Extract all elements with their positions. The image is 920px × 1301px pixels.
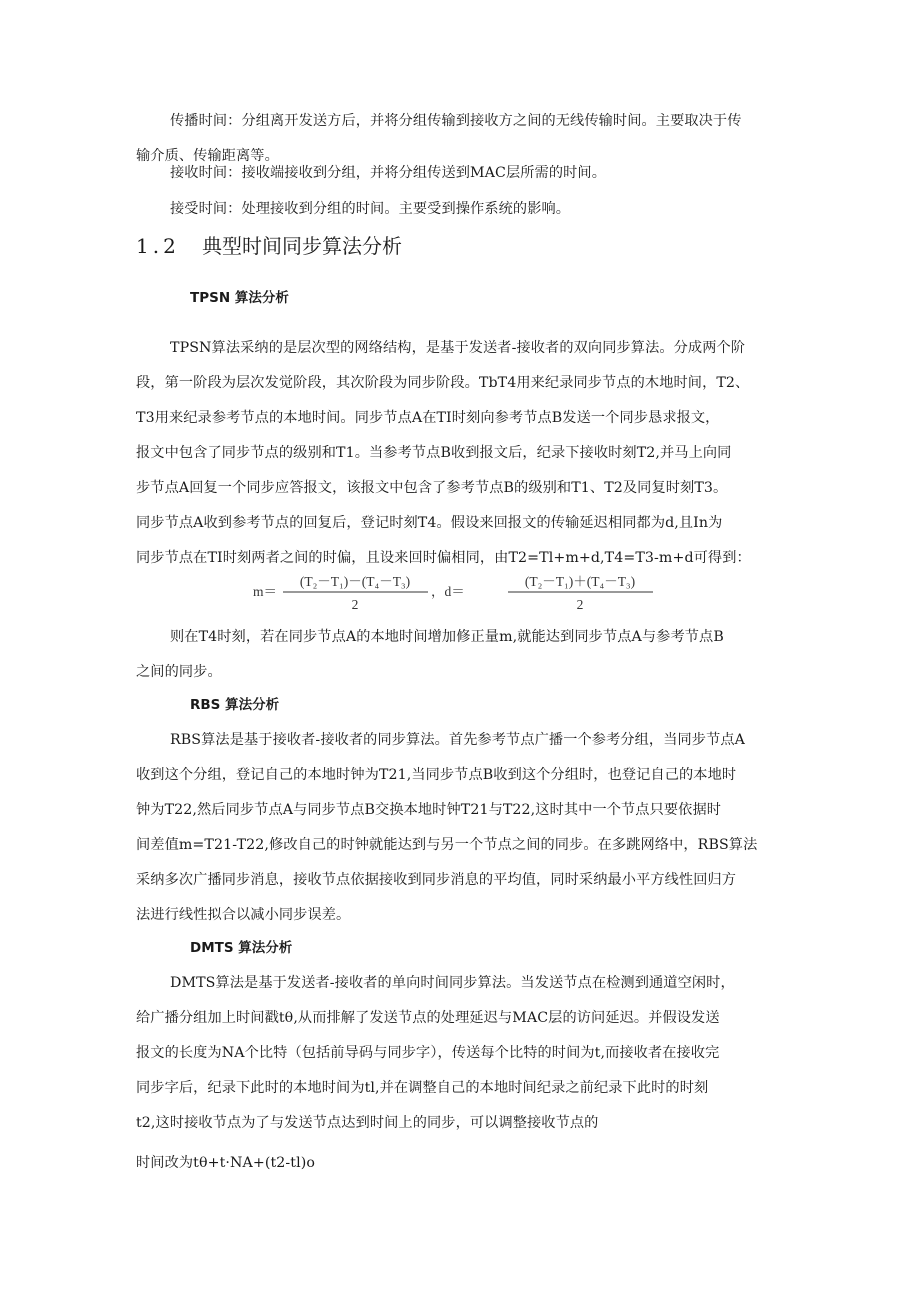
text-line: 接受时间：处理接收到分组的时间。主要受到操作系统的影响。 xyxy=(170,201,571,217)
text-line: T3用来纪录参考节点的本地时间。同步节点A在TI时刻向参考节点B发送一个同步恳求报文， xyxy=(136,410,720,426)
text-line: DMTS算法是基于发送者-接收者的单向时间同步算法。当发送节点在检测到通道空闲时， xyxy=(170,975,735,991)
text-line: 给广播分组加上时间戳tθ,从而排解了发送节点的处理延迟与MAC层的访问延迟。并假设发送 xyxy=(136,1010,720,1026)
text-line: 间差值m=T21-T22,修改自己的时钟就能达到与另一个节点之间的同步。在多跳网络中，RBS算法 xyxy=(136,837,758,853)
tpsn-heading: TPSN 算法分析 xyxy=(190,290,289,306)
text-line: 报文中包含了同步节点的级别和T1。当参考节点B收到报文后，纪录下接收时刻T2,并马上向同 xyxy=(136,445,732,461)
text-line: 则在T4时刻，若在同步节点A的本地时间增加修正量m,就能达到同步节点A与参考节点B xyxy=(170,629,724,645)
receive-time-paragraph xyxy=(136,156,786,191)
formula-m-denominator: 2 xyxy=(351,597,359,612)
offset-delay-formula xyxy=(253,571,673,613)
dmts-final-line xyxy=(136,1146,786,1181)
rbs-paragraph xyxy=(136,723,786,933)
formula-d-numerator: (T₂－T₁)＋(T₄－T₃) xyxy=(524,574,636,589)
dmts-heading: DMTS 算法分析 xyxy=(190,940,293,956)
section-heading xyxy=(136,229,402,263)
text-line: 输介质、传输距离等。 xyxy=(136,148,279,164)
text-line: 段，第一阶段为层次发觉阶段，其次阶段为同步阶段。TbT4用来纪录同步节点的木地时间，T2、 xyxy=(136,375,750,391)
dmts-paragraph xyxy=(136,966,786,1141)
text-line: 采纳多次广播同步消息，接收节点依据接收到同步消息的平均值，同时采纳最小平方线性回归方 xyxy=(136,872,737,888)
tpsn-after-paragraph xyxy=(136,620,786,690)
formula-separator: ，d＝ xyxy=(431,584,465,599)
text-line: 之间的同步。 xyxy=(136,664,222,680)
text-line: 接收时间：接收端接收到分组，并将分组传送到MAC层所需的时间。 xyxy=(170,165,606,181)
section-number: 1.2 xyxy=(136,234,180,258)
text-line: 同步节点在TI时刻两者之间的时偏，且设来回时偏相同，由T2=Tl+m+d,T4=T3-m+d可得到： xyxy=(136,550,751,566)
text-line: 同步节点A收到参考节点的回复后，登记时刻T4。假设来回报文的传输延迟相同都为d,且In为 xyxy=(136,515,723,531)
text-line: 传播时间：分组离开发送方后，并将分组传输到接收方之间的无线传输时间。主要取决于传 xyxy=(170,113,742,129)
tpsn-paragraph xyxy=(136,331,786,576)
section-title: 典型时间同步算法分析 xyxy=(202,234,402,258)
rbs-heading: RBS 算法分析 xyxy=(190,697,280,713)
text-line: 钟为T22,然后同步节点A与同步节点B交换本地时钟T21与T22,这时其中一个节点只要依据时 xyxy=(136,802,722,818)
text-line: 步节点A回复一个同步应答报文，该报文中包含了参考节点B的级别和T1、T2及同复时刻T3。 xyxy=(136,480,728,496)
formula-m-numerator: (T₂－T₁)－(T₄－T₃) xyxy=(299,574,411,589)
text-line: 法进行线性拟合以减小同步误差。 xyxy=(136,907,351,923)
text-line: 报文的长度为NA个比特（包括前导码与同步字），传送每个比特的时间为t,而接收者在接收完 xyxy=(136,1045,720,1061)
text-line: 时间改为tθ+t·NA+(t2-tl)o xyxy=(136,1155,316,1171)
text-line: 收到这个分组，登记自己的本地时钟为T21,当同步节点B收到这个分组时，也登记自己的本地时 xyxy=(136,767,737,783)
formula-d-denominator: 2 xyxy=(576,597,584,612)
accept-time-paragraph xyxy=(136,192,786,227)
formula-m-lhs: m＝ xyxy=(253,584,278,599)
text-line: 同步字后，纪录下此时的本地时间为tl,并在调整自己的本地时间纪录之前纪录下此时的时刻 xyxy=(136,1080,709,1096)
text-line: t2,这时接收节点为了与发送节点达到时间上的同步，可以调整接收节点的 xyxy=(136,1115,599,1131)
text-line: RBS算法是基于接收者-接收者的同步算法。首先参考节点广播一个参考分组，当同步节点A xyxy=(170,732,746,748)
text-line: TPSN算法采纳的是层次型的网络结构，是基于发送者-接收者的双向同步算法。分成两个阶 xyxy=(170,340,746,356)
